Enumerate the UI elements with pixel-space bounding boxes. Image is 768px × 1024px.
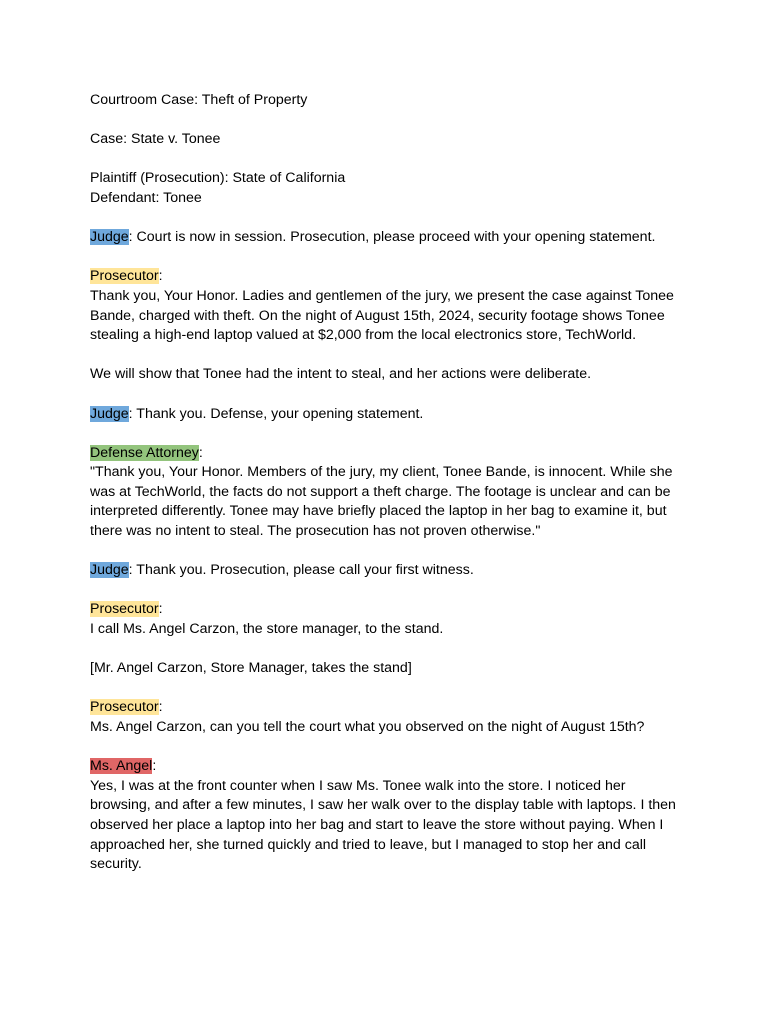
spacer <box>90 346 690 366</box>
document-title: Courtroom Case: Theft of Property <box>90 92 308 108</box>
speaker-colon: : <box>158 268 163 285</box>
prosecutor-heading-2 <box>90 600 690 620</box>
speaker-colon: : <box>198 444 203 461</box>
speaker-prosecutor: Prosecutor <box>90 601 159 618</box>
spacer <box>90 581 690 601</box>
judge-statement-3 <box>90 561 690 581</box>
speaker-colon: : <box>158 601 163 618</box>
judge-statement-1 <box>90 228 690 248</box>
witness-heading-1 <box>90 757 690 777</box>
judge-line-3: : Thank you. Prosecution, please call your first witness. <box>128 562 474 579</box>
document-body <box>90 91 690 875</box>
defense-heading-1 <box>90 444 690 464</box>
prosecutor-heading-1 <box>90 267 690 287</box>
prosecutor-line-1b: We will show that Tonee had the intent to steal, and her actions were deliberate. <box>90 366 592 383</box>
spacer <box>90 150 690 170</box>
speaker-witness: Ms. Angel <box>90 758 153 775</box>
speaker-prosecutor: Prosecutor <box>90 699 159 716</box>
speaker-defense: Defense Attorney <box>90 444 199 461</box>
prosecutor-heading-3 <box>90 698 690 718</box>
case-line: Case: State v. Tonee <box>90 131 221 148</box>
speaker-prosecutor: Prosecutor <box>90 268 159 285</box>
spacer <box>90 209 690 229</box>
spacer <box>90 640 690 660</box>
speaker-judge: Judge <box>90 562 129 579</box>
spacer <box>90 385 690 405</box>
defendant-line: Defendant: Tonee <box>90 189 202 206</box>
speaker-judge: Judge <box>90 229 129 246</box>
judge-statement-2 <box>90 405 690 425</box>
prosecutor-line-2: I call Ms. Angel Carzon, the store manager, to the stand. <box>90 621 444 638</box>
speaker-colon: : <box>158 699 163 716</box>
spacer <box>90 248 690 268</box>
prosecutor-line-1a: Thank you, Your Honor. Ladies and gentlemen of the jury, we present the case against Tonee Bande, charged with theft. On the night of August 15th, 2024, security footage shows Tonee stealing a high-end laptop valued at $2,000 from the local electronics store, TechWorld. <box>90 287 678 344</box>
speaker-judge: Judge <box>90 405 129 422</box>
spacer <box>90 738 690 758</box>
spacer <box>90 424 690 444</box>
stage-direction: [Mr. Angel Carzon, Store Manager, takes the stand] <box>90 660 412 677</box>
defense-line-1: "Thank you, Your Honor. Members of the jury, my client, Tonee Bande, is innocent. While she was at TechWorld, the facts do not support a theft charge. The footage is unclear and can be interpreted differently. Tonee may have briefly placed the laptop in her bag to examine it, but there was no intent to steal. The prosecution has not proven otherwise." <box>90 464 677 540</box>
prosecutor-line-3: Ms. Angel Carzon, can you tell the court what you observed on the night of August 15th? <box>90 719 645 735</box>
speaker-colon: : <box>152 758 157 775</box>
judge-line-2: : Thank you. Defense, your opening statement. <box>128 405 424 422</box>
spacer <box>90 679 690 699</box>
judge-line-1: : Court is now in session. Prosecution, please proceed with your opening statement. <box>128 229 656 246</box>
spacer <box>90 111 690 131</box>
witness-line-1: Yes, I was at the front counter when I saw Ms. Tonee walk into the store. I noticed her browsing, and after a few minutes, I saw her walk over to the display table with laptops. I then observed her place a laptop into her bag and start to leave the store without paying. When I approached her, she turned quickly and tried to leave, but I managed to stop her and call security. <box>90 777 680 873</box>
plaintiff-line: Plaintiff (Prosecution): State of California <box>90 170 346 187</box>
spacer <box>90 542 690 562</box>
